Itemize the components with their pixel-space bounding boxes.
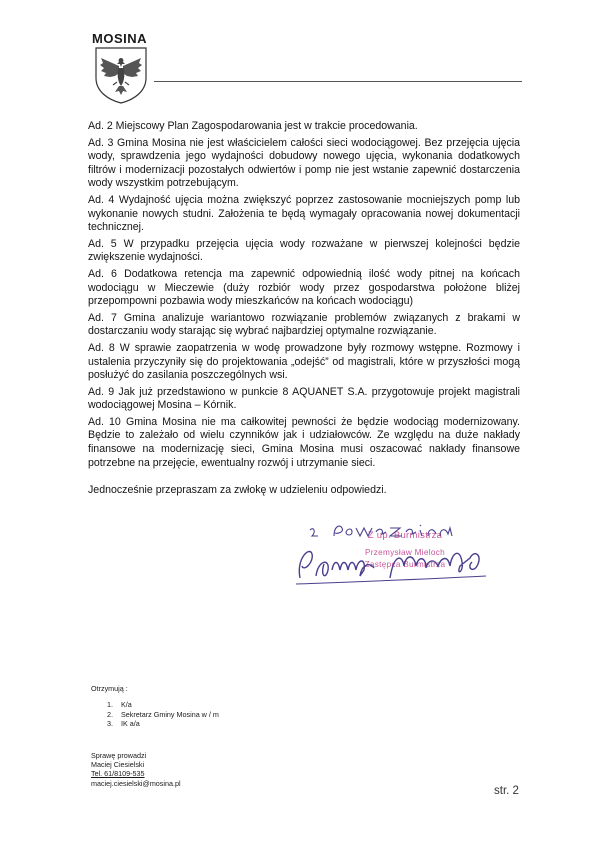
prepared-by-name: Maciej Ciesielski xyxy=(91,760,145,770)
recipient-number: 1. xyxy=(107,700,113,710)
prepared-by-block xyxy=(91,751,391,789)
mosina-coat-of-arms-icon xyxy=(93,46,149,104)
recipient-label: K/a xyxy=(121,700,132,710)
paragraph-ad-7: Ad. 7 Gmina analizuje wariantowo rozwiązanie problemów związanych z brakami w dostarczaniu wody starając się wybrać najbardziej optymalne rozwiązanie. xyxy=(88,311,520,338)
page-number: str. 2 xyxy=(494,785,519,797)
stamp-line-1: Z up. Burmistrza xyxy=(367,530,443,541)
list-item xyxy=(91,710,391,719)
prepared-by-label: Sprawę prowadzi xyxy=(91,750,147,760)
signature-block xyxy=(290,518,520,618)
paragraph-ad-8: Ad. 8 W sprawie zaopatrzenia w wodę prowadzone były rozmowy wstępne. Rozmowy i ustalenia przyczyniły się do projektowania „odejść” od magistrali, które w przyszłości mogą posłużyć do zasilania poszczególnych wsi. xyxy=(88,341,520,382)
email-address[interactable]: maciej.ciesielski@mosina.pl xyxy=(91,778,181,788)
municipality-logo-text: MOSINA xyxy=(92,31,147,46)
letter-body xyxy=(88,120,520,501)
recipient-number: 2. xyxy=(107,709,113,719)
recipient-label: Sekretarz Gminy Mosina w / m xyxy=(121,709,219,719)
paragraph-ad-10: Ad. 10 Gmina Mosina nie ma całkowitej pewności że będzie wodociąg modernizowany. Będzie to zależało od wielu czynników jak i udziałowców. Ze względu na duże nakłady finansowe na modernizację sieci, Gmina Mosina musi oszacować nakłady finansowe potrzebne na przejęcie, ewentualny rozwój i utrzymanie sieci. xyxy=(88,415,520,469)
closing-sentence: Jednocześnie przepraszam za zwłokę w udzieleniu odpowiedzi. xyxy=(88,484,387,497)
recipients-list xyxy=(91,700,391,728)
paragraph-ad-6: Ad. 6 Dodatkowa retencja ma zapewnić odpowiednią ilość wody pitnej na końcach wodociągu w Mieczewie (duży rozbiór wody przez gospodarstwa położone bliżej przepompowni pozbawia wody mieszkańców na końcach wodociągu) xyxy=(88,267,520,308)
paragraph-ad-5: Ad. 5 W przypadku przejęcia ujęcia wody rozważane w pierwszej kolejności będzie zwiększenie wydajności. xyxy=(88,237,520,264)
paragraph-ad-9: Ad. 9 Jak już przedstawiono w punkcie 8 AQUANET S.A. przygotowuje projekt magistrali wodociągowej Mosina – Kórnik. xyxy=(88,385,520,412)
list-item xyxy=(91,719,391,728)
paragraph-ad-4: Ad. 4 Wydajność ujęcia można zwiększyć poprzez zastosowanie mocniejszych pomp lub wykonanie nowych studni. Założenia te będą wymagały opracowania nowej dokumentacji technicznej. xyxy=(88,193,520,234)
recipients-heading: Otrzymują : xyxy=(91,684,128,693)
paragraph-ad-3: Ad. 3 Gmina Mosina nie jest właścicielem całości sieci wodociągowej. Bez przejęcia ujęcia wody, sprawdzenia jego wydajności dobudowy nowego ujęcia, wykonania dodatkowych filtrów i modernizacji pozostałych odwiertów i pomp nie jest wstanie zapewnić dostarczenia wody wszystkim potrzebującym. xyxy=(88,136,520,190)
stamp-line-2: Przemysław Mieloch xyxy=(364,548,445,557)
list-item xyxy=(91,700,391,709)
recipient-number: 3. xyxy=(107,719,113,729)
paragraph-ad-2: Ad. 2 Miejscowy Plan Zagospodarowania jest w trakcie procedowania. xyxy=(88,120,418,132)
recipient-label: IK a/a xyxy=(121,719,140,729)
letter-footer xyxy=(91,684,391,788)
header-divider xyxy=(154,81,522,82)
stamp-line-3: Zastępca Burmistrza xyxy=(364,560,446,569)
phone-link[interactable]: Tel. 61/8109-535 xyxy=(91,769,145,779)
handwritten-signature xyxy=(290,518,520,618)
